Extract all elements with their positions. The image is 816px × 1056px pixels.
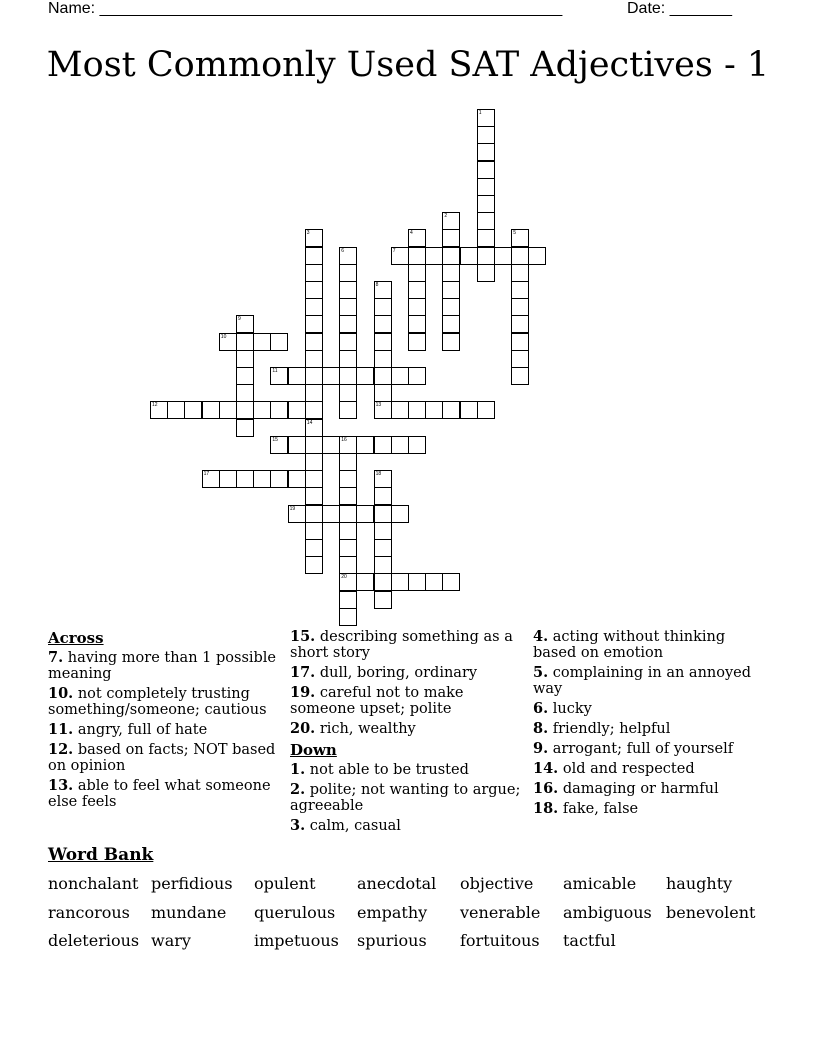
cell-number: 19 <box>289 505 296 512</box>
cell-number: 4 <box>410 230 413 237</box>
crossword-cell[interactable] <box>288 401 306 419</box>
clue-down-6 <box>533 701 765 717</box>
crossword-cell[interactable] <box>305 401 323 419</box>
crossword-cell[interactable] <box>408 573 426 591</box>
cell-number: 15 <box>272 436 278 443</box>
crossword-cell[interactable] <box>339 367 357 385</box>
crossword-cell[interactable] <box>339 315 357 333</box>
crossword-cell[interactable] <box>236 315 254 333</box>
crossword-cell[interactable] <box>511 367 529 385</box>
crossword-cell[interactable] <box>305 384 323 402</box>
cell-number: 7 <box>392 247 396 254</box>
clue-down-9 <box>533 741 765 757</box>
crossword-cell[interactable] <box>322 367 340 385</box>
crossword-cell[interactable] <box>374 556 392 574</box>
clue-number: 19. <box>290 684 316 701</box>
clue-number: 16. <box>533 780 559 797</box>
clue-text: angry, full of hate <box>77 722 208 738</box>
crossword-cell[interactable] <box>408 264 426 282</box>
crossword-cell[interactable] <box>305 298 323 316</box>
crossword-cell[interactable] <box>339 505 357 523</box>
down-heading: Down <box>290 741 337 759</box>
crossword-cell[interactable] <box>322 505 340 523</box>
word-bank-word: empathy <box>357 903 428 922</box>
crossword-cell[interactable] <box>356 573 374 591</box>
crossword-cell[interactable] <box>305 281 323 299</box>
crossword-cell[interactable] <box>305 505 323 523</box>
crossword-cell[interactable] <box>305 453 323 471</box>
cell-number: 11 <box>272 368 278 374</box>
crossword-cell[interactable] <box>477 247 495 265</box>
crossword-cell[interactable] <box>374 436 392 454</box>
clue-number: 4. <box>533 628 549 645</box>
crossword-cell[interactable] <box>374 281 392 299</box>
word-bank-word: tactful <box>563 931 616 950</box>
clue-down-18 <box>533 801 765 817</box>
clue-across-7 <box>48 650 280 682</box>
crossword-cell[interactable] <box>408 298 426 316</box>
crossword-cell[interactable] <box>253 401 271 419</box>
crossword-cell[interactable] <box>339 556 357 574</box>
crossword-cell[interactable] <box>442 573 460 591</box>
clue-text: not able to be trusted <box>309 762 469 778</box>
clue-text: arrogant; full of yourself <box>552 741 734 757</box>
clue-number: 3. <box>290 817 306 834</box>
crossword-cell[interactable] <box>305 247 323 265</box>
crossword-cell[interactable] <box>339 608 357 626</box>
clue-across-11 <box>48 722 280 738</box>
crossword-cell[interactable] <box>305 522 323 540</box>
clue-number: 13. <box>48 777 74 794</box>
crossword-cell[interactable] <box>356 367 374 385</box>
crossword-cell[interactable] <box>202 401 220 419</box>
crossword-cell[interactable] <box>339 281 357 299</box>
clue-text: dull, boring, ordinary <box>319 665 478 681</box>
crossword-cell[interactable] <box>391 247 409 265</box>
clue-down-2 <box>290 782 522 814</box>
crossword-cell[interactable] <box>442 401 460 419</box>
crossword-cell[interactable] <box>391 505 409 523</box>
crossword-cell[interactable] <box>270 401 288 419</box>
crossword-cell[interactable] <box>374 591 392 609</box>
crossword-cell[interactable] <box>408 247 426 265</box>
crossword-cell[interactable] <box>339 333 357 351</box>
word-bank-word: wary <box>151 931 191 950</box>
word-bank-word: perfidious <box>151 874 233 893</box>
crossword-cell[interactable] <box>236 384 254 402</box>
crossword-cell[interactable] <box>391 401 409 419</box>
crossword-cell[interactable] <box>339 539 357 557</box>
crossword-cell[interactable] <box>408 367 426 385</box>
word-bank-word: haughty <box>666 874 733 893</box>
crossword-cell[interactable] <box>374 522 392 540</box>
clue-text: old and respected <box>562 761 695 777</box>
cell-number: 14 <box>306 419 313 426</box>
crossword-cell[interactable] <box>305 419 323 437</box>
crossword-cell[interactable] <box>339 247 357 265</box>
crossword-cell[interactable] <box>236 470 254 488</box>
crossword-cell[interactable] <box>425 573 443 591</box>
crossword-cell[interactable] <box>511 333 529 351</box>
clue-text: calm, casual <box>309 818 401 834</box>
cell-number: 16 <box>341 436 347 443</box>
name-field-label: Name: ____________________________________________________ <box>48 0 563 17</box>
crossword-cell[interactable] <box>460 247 478 265</box>
cell-number: 3 <box>306 230 310 237</box>
crossword-cell[interactable] <box>305 367 323 385</box>
crossword-cell[interactable] <box>391 436 409 454</box>
cell-number: 6 <box>341 247 344 254</box>
crossword-cell[interactable] <box>460 401 478 419</box>
cell-number: 17 <box>203 471 210 478</box>
crossword-cell[interactable] <box>356 505 374 523</box>
word-bank-word: nonchalant <box>48 874 139 893</box>
crossword-cell[interactable] <box>305 315 323 333</box>
crossword-cell[interactable] <box>374 367 392 385</box>
crossword-cell[interactable] <box>511 350 529 368</box>
word-bank-word: anecdotal <box>357 874 437 893</box>
clue-down-14 <box>533 761 765 777</box>
word-bank-title: Word Bank <box>48 845 154 865</box>
crossword-cell[interactable] <box>236 333 254 351</box>
crossword-cell[interactable] <box>425 401 443 419</box>
crossword-cell[interactable] <box>270 333 288 351</box>
clue-down-5 <box>533 665 765 697</box>
crossword-cell[interactable] <box>184 401 202 419</box>
clue-text: rich, wealthy <box>319 721 416 737</box>
crossword-cell[interactable] <box>305 539 323 557</box>
cell-number: 5 <box>513 230 516 237</box>
clue-number: 10. <box>48 685 74 702</box>
word-bank-word: ambiguous <box>563 903 652 922</box>
clue-text: careful not to make someone upset; polite <box>290 685 464 717</box>
crossword-cell[interactable] <box>425 247 443 265</box>
crossword-cell[interactable] <box>305 487 323 505</box>
crossword-cell[interactable] <box>219 401 237 419</box>
crossword-cell[interactable] <box>356 436 374 454</box>
crossword-cell[interactable] <box>270 436 288 454</box>
crossword-cell[interactable] <box>167 401 185 419</box>
clue-text: not completely trusting something/someone; cautious <box>48 686 267 718</box>
crossword-cell[interactable] <box>322 436 340 454</box>
crossword-cell[interactable] <box>374 350 392 368</box>
crossword-cell[interactable] <box>477 401 495 419</box>
crossword-cell[interactable] <box>442 333 460 351</box>
word-bank-word: deleterious <box>48 931 140 950</box>
crossword-cell[interactable] <box>339 453 357 471</box>
clue-across-13 <box>48 778 280 810</box>
crossword-cell[interactable] <box>477 212 495 230</box>
crossword-cell[interactable] <box>305 470 323 488</box>
cell-number: 13 <box>375 402 382 409</box>
word-bank-word: spurious <box>357 931 427 950</box>
clues-column-3 <box>533 629 765 821</box>
cell-number: 10 <box>220 333 227 340</box>
crossword-cell[interactable] <box>374 470 392 488</box>
clue-text: polite; not wanting to argue; agreeable <box>290 782 521 814</box>
crossword-cell[interactable] <box>408 315 426 333</box>
clue-number: 17. <box>290 664 316 681</box>
crossword-cell[interactable] <box>408 401 426 419</box>
crossword-cell[interactable] <box>391 367 409 385</box>
crossword-cell[interactable] <box>305 333 323 351</box>
clue-number: 18. <box>533 800 559 817</box>
clue-number: 12. <box>48 741 74 758</box>
crossword-cell[interactable] <box>236 401 254 419</box>
crossword-cell[interactable] <box>511 315 529 333</box>
crossword-cell[interactable] <box>408 436 426 454</box>
word-bank-word: objective <box>460 874 534 893</box>
crossword-cell[interactable] <box>270 470 288 488</box>
clue-across-17 <box>290 665 522 681</box>
crossword-cell[interactable] <box>236 350 254 368</box>
crossword-cell[interactable] <box>477 143 495 161</box>
crossword-cell[interactable] <box>374 487 392 505</box>
clue-text: able to feel what someone else feels <box>48 778 271 810</box>
cell-number: 2 <box>444 213 448 220</box>
crossword-cell[interactable] <box>150 401 168 419</box>
cell-number: 12 <box>152 402 158 409</box>
word-bank-word: benevolent <box>666 903 756 922</box>
crossword-cell[interactable] <box>288 367 306 385</box>
crossword-cell[interactable] <box>339 350 357 368</box>
crossword-cell[interactable] <box>374 298 392 316</box>
clue-down-4 <box>533 629 765 661</box>
clue-down-16 <box>533 781 765 797</box>
crossword-cell[interactable] <box>219 470 237 488</box>
clue-down-1 <box>290 762 522 778</box>
crossword-cell[interactable] <box>477 264 495 282</box>
clue-number: 6. <box>533 700 549 717</box>
clues-column-1 <box>48 629 280 814</box>
crossword-cell[interactable] <box>511 264 529 282</box>
crossword-cell[interactable] <box>477 229 495 247</box>
clue-number: 8. <box>533 720 549 737</box>
crossword-cell[interactable] <box>442 229 460 247</box>
crossword-cell[interactable] <box>374 333 392 351</box>
cell-number: 8 <box>375 282 379 288</box>
crossword-cell[interactable] <box>202 470 220 488</box>
crossword-cell[interactable] <box>339 470 357 488</box>
across-heading: Across <box>48 629 104 647</box>
clue-down-8 <box>533 721 765 737</box>
clue-text: having more than 1 possible meaning <box>48 650 277 682</box>
crossword-cell[interactable] <box>236 367 254 385</box>
clue-across-10 <box>48 686 280 718</box>
crossword-cell[interactable] <box>408 333 426 351</box>
crossword-cell[interactable] <box>339 522 357 540</box>
crossword-cell[interactable] <box>339 573 357 591</box>
cell-number: 18 <box>375 471 382 478</box>
crossword-cell[interactable] <box>528 247 546 265</box>
clue-text: based on facts; NOT based on opinion <box>48 742 276 774</box>
crossword-cell[interactable] <box>305 436 323 454</box>
page-title: Most Commonly Used SAT Adjectives - 1 <box>46 45 770 85</box>
crossword-cell[interactable] <box>477 178 495 196</box>
crossword-cell[interactable] <box>442 247 460 265</box>
crossword-cell[interactable] <box>236 419 254 437</box>
crossword-cell[interactable] <box>253 470 271 488</box>
date-field-label: Date: _______ <box>627 0 732 17</box>
clue-text: friendly; helpful <box>552 721 671 737</box>
crossword-cell[interactable] <box>442 281 460 299</box>
clue-across-20 <box>290 721 522 737</box>
clue-number: 2. <box>290 781 306 798</box>
clue-text: complaining in an annoyed way <box>533 665 752 697</box>
crossword-cell[interactable] <box>374 539 392 557</box>
word-bank-word: impetuous <box>254 931 339 950</box>
crossword-cell[interactable] <box>339 487 357 505</box>
word-bank-word: fortuitous <box>460 931 540 950</box>
crossword-cell[interactable] <box>442 298 460 316</box>
word-bank-word: rancorous <box>48 903 130 922</box>
clue-text: fake, false <box>562 801 639 817</box>
crossword-cell[interactable] <box>339 298 357 316</box>
word-bank-word: mundane <box>151 903 227 922</box>
crossword-cell[interactable] <box>339 401 357 419</box>
clue-across-12 <box>48 742 280 774</box>
crossword-cell[interactable] <box>442 264 460 282</box>
crossword-cell[interactable] <box>408 229 426 247</box>
crossword-cell[interactable] <box>305 350 323 368</box>
clue-across-19 <box>290 685 522 717</box>
crossword-cell[interactable] <box>494 247 512 265</box>
clue-number: 14. <box>533 760 559 777</box>
crossword-cell[interactable] <box>288 470 306 488</box>
crossword-cell[interactable] <box>305 229 323 247</box>
crossword-cell[interactable] <box>408 281 426 299</box>
crossword-cell[interactable] <box>477 126 495 144</box>
crossword-cell[interactable] <box>288 436 306 454</box>
crossword-cell[interactable] <box>339 384 357 402</box>
crossword-cell[interactable] <box>511 298 529 316</box>
crossword-cell[interactable] <box>270 367 288 385</box>
crossword-cell[interactable] <box>511 229 529 247</box>
crossword-cell[interactable] <box>339 436 357 454</box>
word-bank-word: opulent <box>254 874 316 893</box>
word-bank-word: venerable <box>460 903 541 922</box>
crossword-cell[interactable] <box>305 556 323 574</box>
clue-number: 5. <box>533 664 549 681</box>
crossword-cell[interactable] <box>477 195 495 213</box>
crossword-cell[interactable] <box>391 573 409 591</box>
clue-text: acting without thinking based on emotion <box>533 629 726 661</box>
clues-column-2 <box>290 629 522 838</box>
crossword-cell[interactable] <box>374 573 392 591</box>
crossword-cell[interactable] <box>477 161 495 179</box>
clue-text: damaging or harmful <box>562 781 719 797</box>
clue-number: 20. <box>290 720 316 737</box>
crossword-cell[interactable] <box>442 315 460 333</box>
word-bank-word: querulous <box>254 903 336 922</box>
cell-number: 20 <box>341 574 347 581</box>
crossword-cell[interactable] <box>477 109 495 127</box>
clue-number: 9. <box>533 740 549 757</box>
word-bank-word: amicable <box>563 874 637 893</box>
clue-text: lucky <box>552 701 592 717</box>
clue-number: 15. <box>290 628 316 645</box>
crossword-cell[interactable] <box>374 315 392 333</box>
crossword-cell[interactable] <box>253 333 271 351</box>
crossword-cell[interactable] <box>219 333 237 351</box>
crossword-cell[interactable] <box>288 505 306 523</box>
crossword-cell[interactable] <box>442 212 460 230</box>
crossword-cell[interactable] <box>339 264 357 282</box>
crossword-cell[interactable] <box>374 384 392 402</box>
crossword-cell[interactable] <box>339 591 357 609</box>
crossword-cell[interactable] <box>374 401 392 419</box>
clue-number: 1. <box>290 761 306 778</box>
clue-down-3 <box>290 818 522 834</box>
clue-number: 7. <box>48 649 64 666</box>
cell-number: 1 <box>478 110 482 116</box>
cell-number: 9 <box>238 316 241 323</box>
crossword-cell[interactable] <box>374 505 392 523</box>
crossword-cell[interactable] <box>511 281 529 299</box>
crossword-cell[interactable] <box>511 247 529 265</box>
clue-across-15 <box>290 629 522 661</box>
crossword-cell[interactable] <box>305 264 323 282</box>
clue-text: describing something as a short story <box>290 629 513 661</box>
clue-number: 11. <box>48 721 74 738</box>
